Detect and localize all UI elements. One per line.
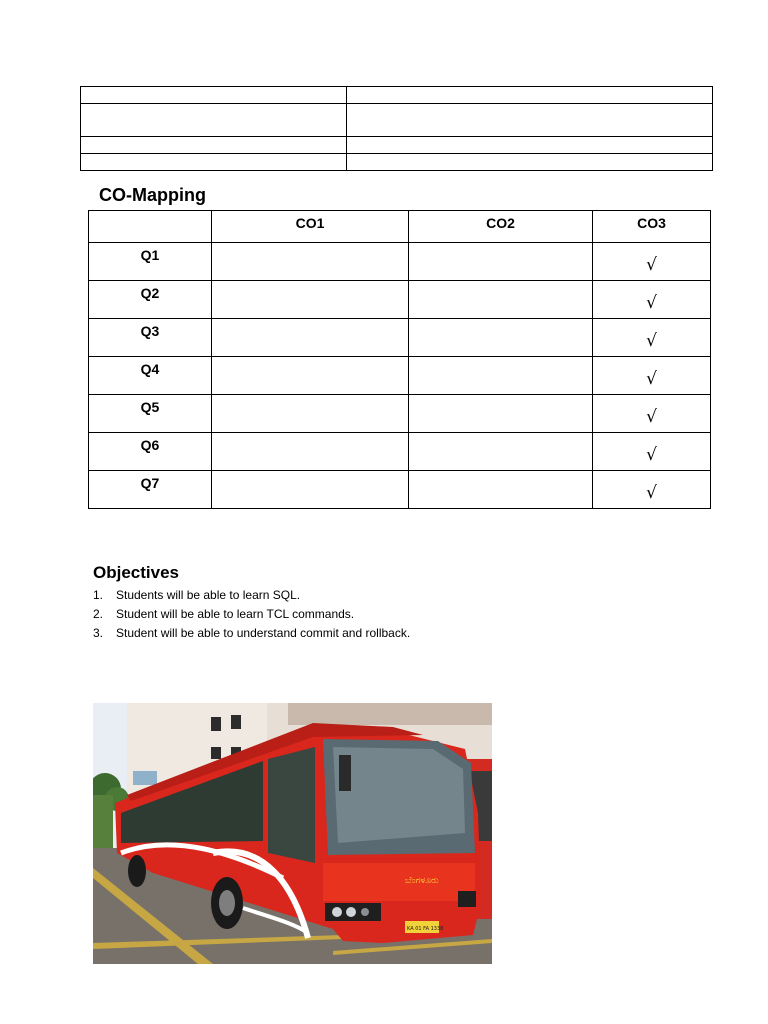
table-row <box>89 357 711 395</box>
table-row <box>89 395 711 433</box>
row-label: Q1 <box>89 243 212 281</box>
column-header-co3: CO3 <box>593 211 711 243</box>
list-number: 1. <box>93 588 104 602</box>
row-label: Q3 <box>89 319 212 357</box>
co1-cell <box>212 357 409 395</box>
co2-cell <box>409 395 593 433</box>
co3-check-mark: √ <box>593 395 711 433</box>
co3-check-mark: √ <box>593 319 711 357</box>
column-header <box>89 211 212 243</box>
row-label: Q7 <box>89 471 212 509</box>
co2-cell <box>409 243 593 281</box>
table-header-row <box>89 211 711 243</box>
co1-cell <box>212 243 409 281</box>
co3-check-mark: √ <box>593 357 711 395</box>
table-cell <box>347 87 713 104</box>
table-row <box>89 281 711 319</box>
co1-cell <box>212 281 409 319</box>
table-cell <box>81 137 347 154</box>
header-info-table <box>80 86 713 171</box>
table-cell <box>81 87 347 104</box>
list-number: 3. <box>93 626 104 640</box>
co1-cell <box>212 319 409 357</box>
list-item <box>93 587 410 606</box>
destination-text: ಬೆಂಗಳೂರು <box>405 876 439 886</box>
co2-cell <box>409 471 593 509</box>
objectives-heading: Objectives <box>93 563 179 582</box>
table-row <box>89 471 711 509</box>
co2-cell <box>409 357 593 395</box>
objectives-list <box>93 587 410 644</box>
objective-text: Student will be able to understand commit and rollback. <box>116 626 411 640</box>
co2-cell <box>409 433 593 471</box>
table-cell <box>347 137 713 154</box>
license-plate: KA 01 FA 1338 <box>407 926 444 932</box>
row-label: Q4 <box>89 357 212 395</box>
table-cell <box>81 154 347 171</box>
column-header-co1: CO1 <box>212 211 409 243</box>
objective-text: Students will be able to learn SQL. <box>116 588 301 602</box>
row-label: Q6 <box>89 433 212 471</box>
co3-check-mark: √ <box>593 243 711 281</box>
co2-cell <box>409 319 593 357</box>
co3-check-mark: √ <box>593 281 711 319</box>
co3-check-mark: √ <box>593 433 711 471</box>
objective-text: Student will be able to learn TCL commands. <box>116 607 355 621</box>
list-number: 2. <box>93 607 104 621</box>
bus-photo <box>93 703 492 964</box>
co2-cell <box>409 281 593 319</box>
table-row <box>89 243 711 281</box>
column-header-co2: CO2 <box>409 211 593 243</box>
co1-cell <box>212 433 409 471</box>
list-item <box>93 625 410 644</box>
co1-cell <box>212 395 409 433</box>
co-mapping-table <box>88 210 711 509</box>
co1-cell <box>212 471 409 509</box>
table-cell <box>347 154 713 171</box>
table-cell <box>347 104 713 137</box>
table-row <box>89 433 711 471</box>
table-row <box>89 319 711 357</box>
row-label: Q2 <box>89 281 212 319</box>
list-item <box>93 606 410 625</box>
table-cell <box>81 104 347 137</box>
co3-check-mark: √ <box>593 471 711 509</box>
co-mapping-heading: CO-Mapping <box>99 185 206 205</box>
row-label: Q5 <box>89 395 212 433</box>
